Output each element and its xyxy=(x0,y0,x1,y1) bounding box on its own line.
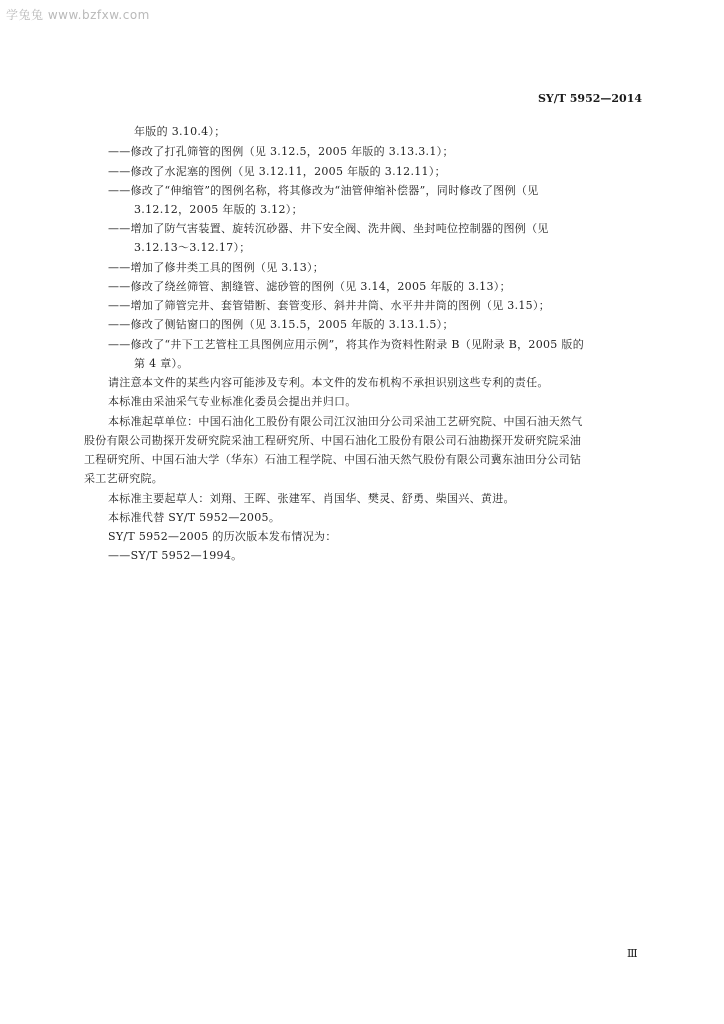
text-line: ——修改了打孔筛管的图例（见 3.12.5，2005 年版的 3.13.3.1）； xyxy=(108,145,454,158)
text-line: ——增加了筛管完井、套管错断、套管变形、斜井井筒、水平井井筒的图例（见 3.15）； xyxy=(108,299,551,312)
text-line: 3.12.13～3.12.17）； xyxy=(134,241,251,254)
text-line: ——修改了“伸缩管”的图例名称，将其修改为“油管伸缩补偿器”，同时修改了图例（见 xyxy=(108,184,539,197)
text-line: 工程研究所、中国石油大学（华东）石油工程学院、中国石油天然气股份有限公司冀东油田分公司钻 xyxy=(84,453,582,466)
text-line: ——修改了水泥塞的图例（见 3.12.11，2005 年版的 3.12.11）； xyxy=(108,165,446,178)
text-line: 本标准主要起草人：刘翔、王晖、张建军、肖国华、樊灵、舒勇、柴国兴、黄进。 xyxy=(108,492,515,505)
text-line: 年版的 3.10.4）； xyxy=(134,125,226,138)
text-line: ——增加了修井类工具的图例（见 3.13）； xyxy=(108,261,325,274)
text-line: 第 4 章）。 xyxy=(134,357,189,370)
site-watermark: 学兔兔 www.bzfxw.com xyxy=(6,8,150,22)
text-line: ——修改了绕丝筛管、割缝管、滤砂管的图例（见 3.14，2005 年版的 3.13）； xyxy=(108,280,511,293)
text-line: SY/T 5952—2005 的历次版本发布情况为： xyxy=(108,530,337,543)
document-code: SY/T 5952—2014 xyxy=(537,92,642,105)
text-line: ——修改了“井下工艺管柱工具图例应用示例”，将其作为资料性附录 B（见附录 B，2005 版的 xyxy=(108,338,584,351)
text-line: ——修改了侧钻窗口的图例（见 3.15.5，2005 年版的 3.13.1.5）； xyxy=(108,318,454,331)
text-line: 请注意本文件的某些内容可能涉及专利。本文件的发布机构不承担识别这些专利的责任。 xyxy=(108,376,549,389)
text-line: 3.12.12，2005 年版的 3.12）； xyxy=(134,203,303,216)
text-line: 本标准由采油采气专业标准化委员会提出并归口。 xyxy=(108,395,357,408)
text-line: 本标准代替 SY/T 5952—2005。 xyxy=(108,511,281,524)
text-line: ——SY/T 5952—1994。 xyxy=(108,549,243,562)
page-number: Ⅲ xyxy=(627,947,638,960)
text-line: 采工艺研究院。 xyxy=(84,472,164,485)
text-line: 股份有限公司勘探开发研究院采油工程研究所、中国石油化工股份有限公司石油勘探开发研究院采油 xyxy=(84,434,582,447)
text-line: 本标准起草单位：中国石油化工股份有限公司江汉油田分公司采油工艺研究院、中国石油天然气 xyxy=(108,415,583,428)
text-line: ——增加了防气害装置、旋转沉砂器、井下安全阀、洗井阀、坐封吨位控制器的图例（见 xyxy=(108,222,549,235)
